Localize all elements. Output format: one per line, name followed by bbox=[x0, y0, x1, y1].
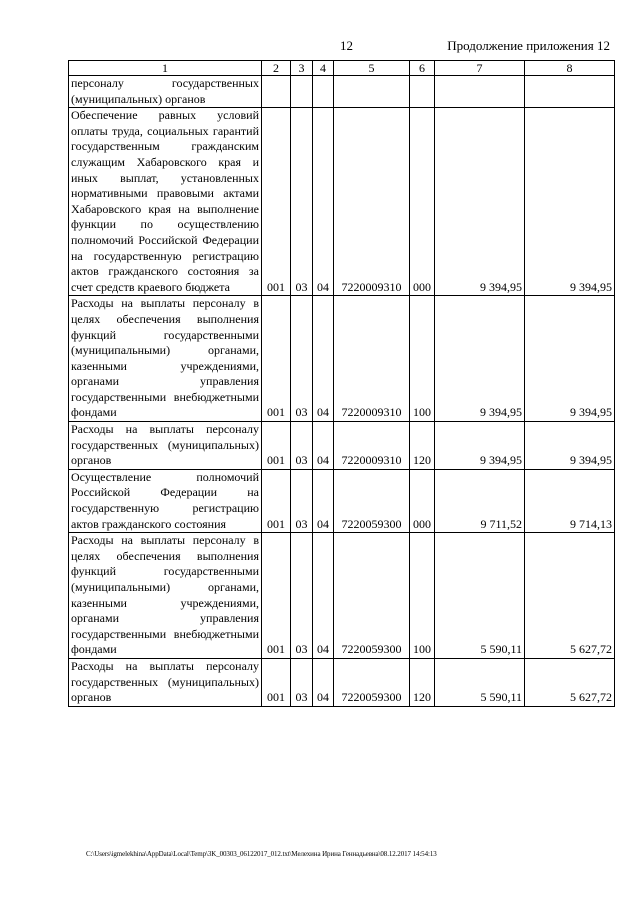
row-code-expense-type: 120 bbox=[410, 658, 435, 706]
row-code-expense-type: 100 bbox=[410, 533, 435, 659]
footer-file-path: C:\Users\igmelekhina\AppData\Local\Temp\3K_00303_06122017_012.txt\Мелехина Ирина Геннадьевна\08.12.2017 14:54:13 bbox=[86, 850, 437, 858]
col-header-5: 5 bbox=[334, 61, 410, 76]
row-amount-1 bbox=[435, 76, 525, 108]
row-code-target: 7220059300 bbox=[334, 658, 410, 706]
row-code-target: 7220009310 bbox=[334, 296, 410, 422]
row-code-subsection: 04 bbox=[313, 108, 334, 296]
row-code-section bbox=[291, 76, 313, 108]
row-description: Расходы на выплаты персоналу в целях обеспечения выполнения функций государственными (муниципальными) органами, казенными учреждениями, органами управления государственными внебюджетными фондами bbox=[69, 533, 262, 659]
row-code-subsection: 04 bbox=[313, 422, 334, 470]
row-description: Расходы на выплаты персоналу государственных (муниципальных) органов bbox=[69, 422, 262, 470]
row-amount-1: 9 394,95 bbox=[435, 108, 525, 296]
table-row bbox=[69, 422, 615, 470]
row-code-subsection: 04 bbox=[313, 533, 334, 659]
row-amount-1: 9 394,95 bbox=[435, 422, 525, 470]
row-code-expense-type bbox=[410, 76, 435, 108]
row-code-ministry: 001 bbox=[262, 469, 291, 532]
row-code-target: 7220059300 bbox=[334, 533, 410, 659]
row-code-expense-type: 120 bbox=[410, 422, 435, 470]
table-row bbox=[69, 533, 615, 659]
row-description: Расходы на выплаты персоналу в целях обеспечения выполнения функций государственными (муниципальными) органами, казенными учреждениями, органами управления государственными внебюджетными фондами bbox=[69, 296, 262, 422]
row-code-section: 03 bbox=[291, 108, 313, 296]
row-code-section: 03 bbox=[291, 469, 313, 532]
row-code-expense-type: 000 bbox=[410, 108, 435, 296]
table-row bbox=[69, 296, 615, 422]
row-amount-1: 5 590,11 bbox=[435, 533, 525, 659]
row-amount-2: 5 627,72 bbox=[525, 658, 615, 706]
row-code-subsection bbox=[313, 76, 334, 108]
row-amount-1: 9 711,52 bbox=[435, 469, 525, 532]
row-code-expense-type: 000 bbox=[410, 469, 435, 532]
row-code-section: 03 bbox=[291, 533, 313, 659]
row-code-ministry: 001 bbox=[262, 422, 291, 470]
row-amount-2: 9 394,95 bbox=[525, 108, 615, 296]
column-header-row bbox=[69, 61, 615, 76]
table-row bbox=[69, 76, 615, 108]
col-header-3: 3 bbox=[291, 61, 313, 76]
row-description: Расходы на выплаты персоналу государственных (муниципальных) органов bbox=[69, 658, 262, 706]
row-code-subsection: 04 bbox=[313, 658, 334, 706]
row-code-ministry bbox=[262, 76, 291, 108]
continuation-label: Продолжение приложения 12 bbox=[447, 38, 610, 53]
table-row bbox=[69, 469, 615, 532]
row-code-ministry: 001 bbox=[262, 296, 291, 422]
col-header-8: 8 bbox=[525, 61, 615, 76]
row-amount-1: 5 590,11 bbox=[435, 658, 525, 706]
row-amount-2: 9 394,95 bbox=[525, 422, 615, 470]
table-row bbox=[69, 658, 615, 706]
row-code-target: 7220059300 bbox=[334, 469, 410, 532]
page-number: 12 bbox=[340, 38, 353, 53]
row-amount-2: 5 627,72 bbox=[525, 533, 615, 659]
row-code-ministry: 001 bbox=[262, 658, 291, 706]
table-row bbox=[69, 108, 615, 296]
budget-table bbox=[68, 60, 615, 707]
row-code-ministry: 001 bbox=[262, 108, 291, 296]
row-amount-1: 9 394,95 bbox=[435, 296, 525, 422]
row-code-subsection: 04 bbox=[313, 469, 334, 532]
row-code-target: 7220009310 bbox=[334, 108, 410, 296]
row-description: Осуществление полномочий Российской Федерации на государственную регистрацию актов гражданского состояния bbox=[69, 469, 262, 532]
row-code-section: 03 bbox=[291, 296, 313, 422]
row-code-ministry: 001 bbox=[262, 533, 291, 659]
row-amount-2: 9 394,95 bbox=[525, 296, 615, 422]
row-code-section: 03 bbox=[291, 422, 313, 470]
row-amount-2 bbox=[525, 76, 615, 108]
row-code-target bbox=[334, 76, 410, 108]
row-code-expense-type: 100 bbox=[410, 296, 435, 422]
row-code-section: 03 bbox=[291, 658, 313, 706]
col-header-1: 1 bbox=[69, 61, 262, 76]
col-header-6: 6 bbox=[410, 61, 435, 76]
col-header-7: 7 bbox=[435, 61, 525, 76]
col-header-4: 4 bbox=[313, 61, 334, 76]
row-description: Обеспечение равных условий оплаты труда, социальных гарантий государственным гражданским служащим Хабаровского края и иных выплат, установленных нормативными правовыми актами Хабаровского края на выполнение функции по осуществлению полномочий Российской Федерации на государственную регистрацию актов гражданского состояния за счет средств краевого бюджета bbox=[69, 108, 262, 296]
row-code-target: 7220009310 bbox=[334, 422, 410, 470]
row-amount-2: 9 714,13 bbox=[525, 469, 615, 532]
col-header-2: 2 bbox=[262, 61, 291, 76]
row-description: персоналу государственных (муниципальных) органов bbox=[69, 76, 262, 108]
row-code-subsection: 04 bbox=[313, 296, 334, 422]
